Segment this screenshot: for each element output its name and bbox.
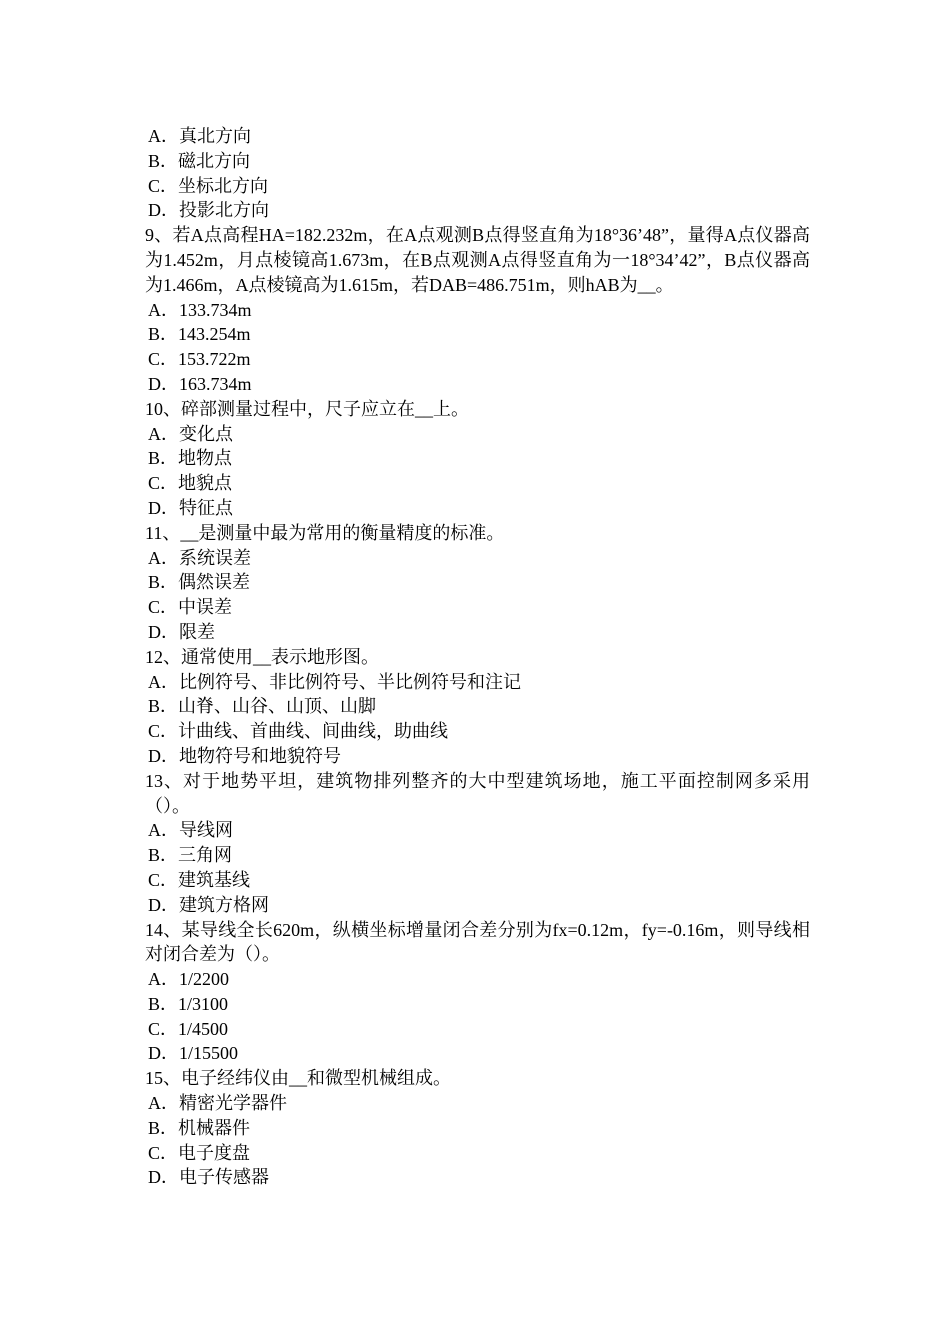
question-11 — [145, 521, 810, 645]
option-c: C．电子度盘 — [148, 1142, 251, 1163]
option-c: C．地貌点 — [148, 473, 233, 494]
option-c: C．坐标北方向 — [148, 175, 269, 196]
option-a: A．系统误差 — [148, 547, 251, 568]
option-d: D．1/15500 — [148, 1043, 238, 1064]
question-stem: 9、若A点高程HA=182.232m，在A点观测B点得竖直角为18°36’48”，量得A点仪器高为1.452m，月点棱镜高1.673m，在B点观测A点得竖直角为一18°34’42”，B点仪器高为1.466m，A点棱镜高为1.615m，若DAB=486.751m，则hAB为__。 — [145, 225, 810, 295]
option-b: B．143.254m — [148, 324, 251, 345]
option-b: B．机械器件 — [148, 1117, 251, 1138]
question-9 — [145, 223, 810, 397]
option-c: C．153.722m — [148, 349, 251, 370]
option-b: B．1/3100 — [148, 993, 229, 1014]
option-a: A．1/2200 — [148, 969, 229, 990]
option-d: D．投影北方向 — [148, 200, 269, 221]
question-stem: 10、碎部测量过程中，尺子应立在__上。 — [145, 398, 469, 419]
option-a: A．导线网 — [148, 820, 233, 841]
option-a: A．133.734m — [148, 299, 252, 320]
option-a: A．精密光学器件 — [148, 1093, 287, 1114]
option-d: D．163.734m — [148, 373, 252, 394]
option-b: B．三角网 — [148, 845, 233, 866]
option-c: C．计曲线、首曲线、间曲线，助曲线 — [148, 721, 449, 742]
question-12 — [145, 645, 810, 769]
question-14 — [145, 918, 810, 1067]
question-stem: 13、对于地势平坦，建筑物排列整齐的大中型建筑场地，施工平面控制网多采用（）。 — [145, 770, 810, 816]
question-15 — [145, 1066, 810, 1190]
question-stem: 14、某导线全长620m，纵横坐标增量闭合差分别为fx=0.12m，fy=-0.16m，则导线相对闭合差为（）。 — [145, 919, 810, 965]
question-10 — [145, 397, 810, 521]
question-stem: 15、电子经纬仪由__和微型机械组成。 — [145, 1068, 451, 1089]
option-c: C．1/4500 — [148, 1018, 229, 1039]
option-c: C．中误差 — [148, 597, 233, 618]
option-b: B．地物点 — [148, 448, 233, 469]
option-d: D．建筑方格网 — [148, 894, 269, 915]
option-d: D．电子传感器 — [148, 1167, 269, 1188]
question-list — [145, 124, 810, 1190]
option-d: D．地物符号和地貌符号 — [148, 745, 341, 766]
question-stem: 12、通常使用__表示地形图。 — [145, 646, 379, 667]
option-a: A．变化点 — [148, 423, 233, 444]
option-d: D．特征点 — [148, 497, 233, 518]
option-a: A．比例符号、非比例符号、半比例符号和注记 — [148, 671, 521, 692]
option-b: B．偶然误差 — [148, 572, 251, 593]
question-13 — [145, 769, 810, 918]
option-b: B．磁北方向 — [148, 150, 251, 171]
question-stem: 11、__是测量中最为常用的衡量精度的标准。 — [145, 522, 505, 543]
option-a: A．真北方向 — [148, 126, 251, 146]
option-c: C．建筑基线 — [148, 869, 251, 890]
option-d: D．限差 — [148, 621, 215, 642]
option-b: B．山脊、山谷、山顶、山脚 — [148, 696, 377, 717]
